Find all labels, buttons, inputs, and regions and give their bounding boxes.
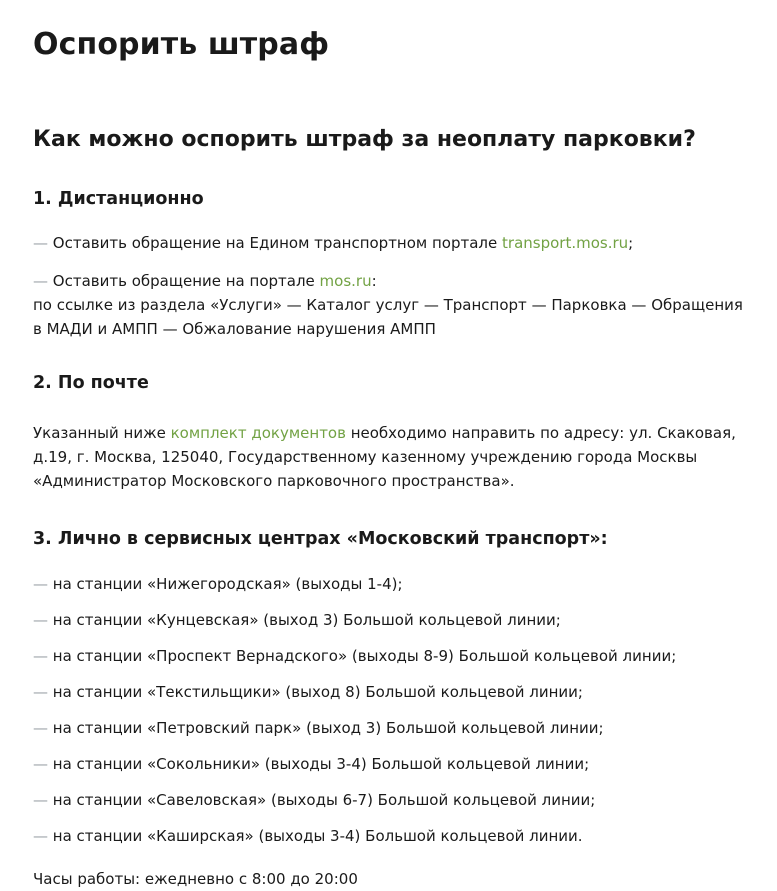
list-item-text: на станции «Кунцевская» (выход 3) Большой кольцевой линии; (52, 611, 561, 629)
list-item-text: на станции «Петровский парк» (выход 3) Большой кольцевой линии; (52, 719, 604, 737)
list-item (33, 788, 753, 812)
dash: — (33, 234, 48, 252)
section-remote-title: 1. Дистанционно (33, 189, 204, 209)
dash: — (33, 647, 48, 665)
mos-portal-path: по ссылке из раздела «Услуги» — Каталог услуг — Транспорт — Парковка — Обращения в МАДИ и АМПП — Обжалование нарушения АМПП (33, 296, 743, 338)
remote-item-suffix: ; (628, 234, 634, 252)
transport-portal-link[interactable]: transport.mos.ru (502, 234, 629, 252)
list-item-text: на станции «Текстильщики» (выход 8) Большой кольцевой линии; (52, 683, 583, 701)
remote-item-text: Оставить обращение на Едином транспортном портале (52, 234, 503, 252)
list-item (33, 608, 753, 632)
list-item (33, 824, 753, 848)
mail-text-after: необходимо направить по адресу: ул. Скаковая, д.19, г. Москва, 125040, Государственному казенному учреждению города Москвы «Администратор Московского парковочного пространства». (33, 424, 736, 490)
dash: — (33, 827, 48, 845)
dash: — (33, 272, 48, 290)
mail-text-before: Указанный ниже (33, 424, 171, 442)
dash: — (33, 719, 48, 737)
service-centers-list (33, 551, 753, 848)
dash: — (33, 611, 48, 629)
section-in-person-title: 3. Лично в сервисных центрах «Московский транспорт»: (33, 529, 608, 549)
list-item (33, 716, 753, 740)
remote-item-suffix: : (371, 272, 377, 290)
dash: — (33, 683, 48, 701)
remote-item-mos-portal (33, 255, 753, 341)
documents-link[interactable]: комплект документов (170, 424, 346, 442)
list-item (33, 644, 753, 668)
page-title: Оспорить штраф (33, 27, 330, 62)
dash: — (33, 575, 48, 593)
mail-instructions (33, 395, 753, 493)
remote-item-text: Оставить обращение на портале (52, 272, 320, 290)
mos-portal-link[interactable]: mos.ru (319, 272, 372, 290)
list-item-text: на станции «Каширская» (выходы 3-4) Большой кольцевой линии. (52, 827, 583, 845)
list-item-text: на станции «Сокольники» (выходы 3-4) Большой кольцевой линии; (52, 755, 590, 773)
working-hours: Часы работы: ежедневно с 8:00 до 20:00 (33, 870, 358, 888)
list-item (33, 752, 753, 776)
section-mail-title: 2. По почте (33, 373, 149, 393)
list-item-text: на станции «Нижегородская» (выходы 1-4); (52, 575, 403, 593)
list-item (33, 572, 753, 596)
list-item (33, 680, 753, 704)
dash: — (33, 791, 48, 809)
remote-item-transport-portal (33, 211, 753, 255)
list-item-text: на станции «Савеловская» (выходы 6-7) Большой кольцевой линии; (52, 791, 596, 809)
main-heading: Как можно оспорить штраф за неоплату парковки? (33, 127, 696, 152)
list-item-text: на станции «Проспект Вернадского» (выходы 8-9) Большой кольцевой линии; (52, 647, 677, 665)
dash: — (33, 755, 48, 773)
